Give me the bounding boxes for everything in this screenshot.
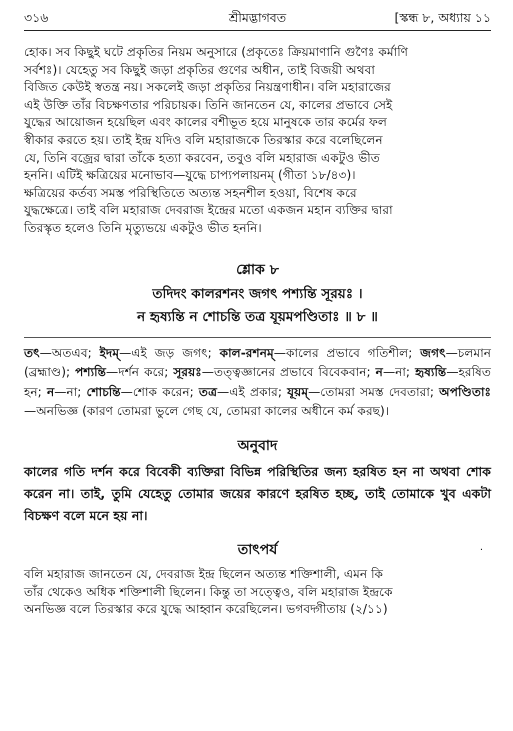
- verse-line-1: তদিদং কালরশনং জগৎ পশ্যন্তি সূরয়ঃ ।: [152, 285, 363, 302]
- synonym-meaning: অতএব;: [51, 345, 100, 360]
- synonym-term: জগৎ: [420, 345, 446, 360]
- text-line: বিজিত কেউই স্বতন্ত্র নয়। সকলেই জড়া প্রকৃতির নিয়ন্ত্রণাধীন। বলি মহারাজের: [24, 80, 391, 95]
- synonym-dash: —: [382, 365, 396, 380]
- synonym-term: পশ্যন্তি: [75, 365, 106, 380]
- purport-heading: [24, 538, 491, 562]
- chapter-reference: [স্কন্ধ ৮, অধ্যায় ১১: [394, 10, 491, 25]
- text-line: যুদ্ধের আয়োজন হয়েছিল এবং কালের বশীভূত হয়ে মানুষকে তার কর্মের ফল: [24, 115, 387, 130]
- translation-heading: অনুবাদ: [237, 437, 278, 454]
- page-body: [0, 30, 513, 731]
- intro-paragraph: [24, 44, 491, 238]
- synonym-meaning: কালের প্রভাবে গতিশীল;: [285, 345, 421, 360]
- synonym-dash: —: [39, 345, 52, 360]
- synonym-meaning: তত্ত্বজ্ঞানের প্রভাবে বিবেকবান;: [213, 365, 376, 380]
- purport-paragraph: [24, 566, 491, 619]
- synonym-dash: —: [119, 345, 132, 360]
- synonym-dash: —: [120, 384, 133, 399]
- synonym-meaning: হরষিত হন;: [24, 365, 491, 399]
- synonym-dash: —: [54, 384, 67, 399]
- synonym-meaning: দর্শন করে;: [118, 365, 174, 380]
- sloka-heading: শ্লোক ৮: [236, 261, 279, 278]
- synonym-meaning: তোমরা সমস্ত দেবতারা;: [320, 384, 440, 399]
- synonym-meaning: অনভিজ্ঞ (কারণ তোমরা ভুলে গেছ যে, তোমরা কালের অধীনে কর্ম করছ)।: [36, 404, 390, 419]
- synonym-dash: —: [446, 365, 459, 380]
- text-line: হোক। সব কিছুই ঘটে প্রকৃতির নিয়ম অনুসারে (প্রকৃতেঃ ক্রিয়মাণানি গুণৈঃ কর্মাণি: [24, 45, 409, 59]
- page-number: ৩১৬: [24, 10, 49, 25]
- synonym-term: শোচন্তি: [86, 384, 121, 399]
- book-title: শ্রীমদ্ভাগবত: [228, 10, 287, 25]
- synonym-term: তৎ: [24, 345, 40, 360]
- synonym-meaning: এই প্রকার;: [229, 384, 288, 399]
- synonym-dash: —: [106, 365, 119, 380]
- synonym-dash: —: [445, 345, 458, 360]
- synonym-dash: —: [217, 384, 230, 399]
- synonym-meaning: চলমান (ব্রহ্মাণ্ড);: [24, 345, 491, 380]
- text-line: যে, তিনি বজ্রের দ্বারা তাঁকে হত্যা করবেন, তবুও বলি মহারাজ একটুও ভীত: [24, 150, 380, 165]
- text-line: এই উক্তি তাঁর বিচক্ষণতার পরিচায়ক। তিনি জানতেন যে, কালের প্রভাবে সেই: [24, 97, 393, 112]
- synonym-term: তত্র: [198, 384, 218, 399]
- text-line: অনভিজ্ঞ বলে তিরস্কার করে যুদ্ধে আহ্বান করেছিলেন। ভগবদ্গীতায় (২/১১): [24, 602, 388, 617]
- text-line: তাঁর থেকেও অধিক শক্তিশালী ছিলেন। কিন্তু তা সত্ত্বেও, বলি মহারাজ ইন্দ্রকে: [24, 584, 393, 599]
- synonym-term: হৃষ্যন্তি: [415, 365, 447, 380]
- synonym-meaning: শোক করেন;: [132, 384, 199, 399]
- synonym-meaning: না;: [395, 365, 416, 380]
- synonym-term: কাল-রশনম্: [219, 345, 274, 360]
- synonym-dash: —: [308, 384, 321, 399]
- synonym-dash: —: [201, 365, 214, 380]
- stray-dot: .: [479, 541, 483, 553]
- synonym-term: যূয়ম্: [287, 384, 309, 399]
- translation-text: কালের গতি দর্শন করে বিবেকী ব্যক্তিরা বিভিন্ন পরিস্থিতির জন্য হরষিত হন না অথবা শোক করেন না। তাই, তুমি যেহেতু তোমার জয়ের কারণে হরষিত হচ্ছ, তাই তোমাকে খুব একটা বিচক্ষণ বলে মনে হয় না।: [24, 463, 491, 523]
- synonym-term: অপণ্ডিতাঃ: [439, 384, 491, 399]
- synonym-dash: —: [24, 404, 37, 419]
- text-line: সর্বশঃ)। যেহেতু সব কিছুই জড়া প্রকৃতির গুণের অধীন, তাই বিজয়ী অথবা: [24, 62, 375, 77]
- text-line: ক্ষত্রিয়ের কর্তব্য সমস্ত পরিস্থিতিতে অত্যন্ত সহনশীল হওয়া, বিশেষ করে: [24, 185, 357, 200]
- verse-line-2: ন হৃষ্যন্তি ন শোচন্তি তত্র যূয়মপণ্ডিতাঃ ॥ ৮ ॥: [137, 308, 378, 325]
- synonyms-paragraph: [24, 344, 491, 422]
- synonym-term: ন: [375, 365, 383, 380]
- synonym-term: ন: [46, 384, 55, 399]
- text-line: তিরস্কৃত হলেও তিনি মৃত্যুভয়ে একটুও ভীত হননি।: [24, 220, 262, 235]
- synonym-dash: —: [273, 345, 286, 360]
- synonym-meaning: না;: [66, 384, 87, 399]
- text-line: হননি। এটিই ক্ষত্রিয়ের মনোভাব—যুদ্ধে চাপ্যপলায়নম্ (গীতা ১৮/৪৩)।: [24, 168, 356, 183]
- synonym-term: সূরয়ঃ: [173, 365, 202, 380]
- synonym-meaning: এই জড় জগৎ;: [131, 345, 220, 360]
- running-header: [24, 0, 491, 30]
- synonym-term: ইদম্: [99, 345, 120, 360]
- verse-separator: [24, 337, 491, 338]
- purport-heading-label: তাৎপর্য: [237, 541, 278, 558]
- text-line: বলি মহারাজ জানতেন যে, দেবরাজ ইন্দ্র ছিলেন অত্যন্ত শক্তিশালী, এমন কি: [24, 566, 384, 581]
- text-line: যুদ্ধক্ষেত্রে। তাই বলি মহারাজ দেবরাজ ইন্দ্রের মতো একজন মহান ব্যক্তির দ্বারা: [24, 203, 393, 218]
- text-line: স্বীকার করতে হয়। তাই ইন্দ্র যদিও বলি মহারাজকে তিরস্কার করে বলেছিলেন: [24, 132, 383, 147]
